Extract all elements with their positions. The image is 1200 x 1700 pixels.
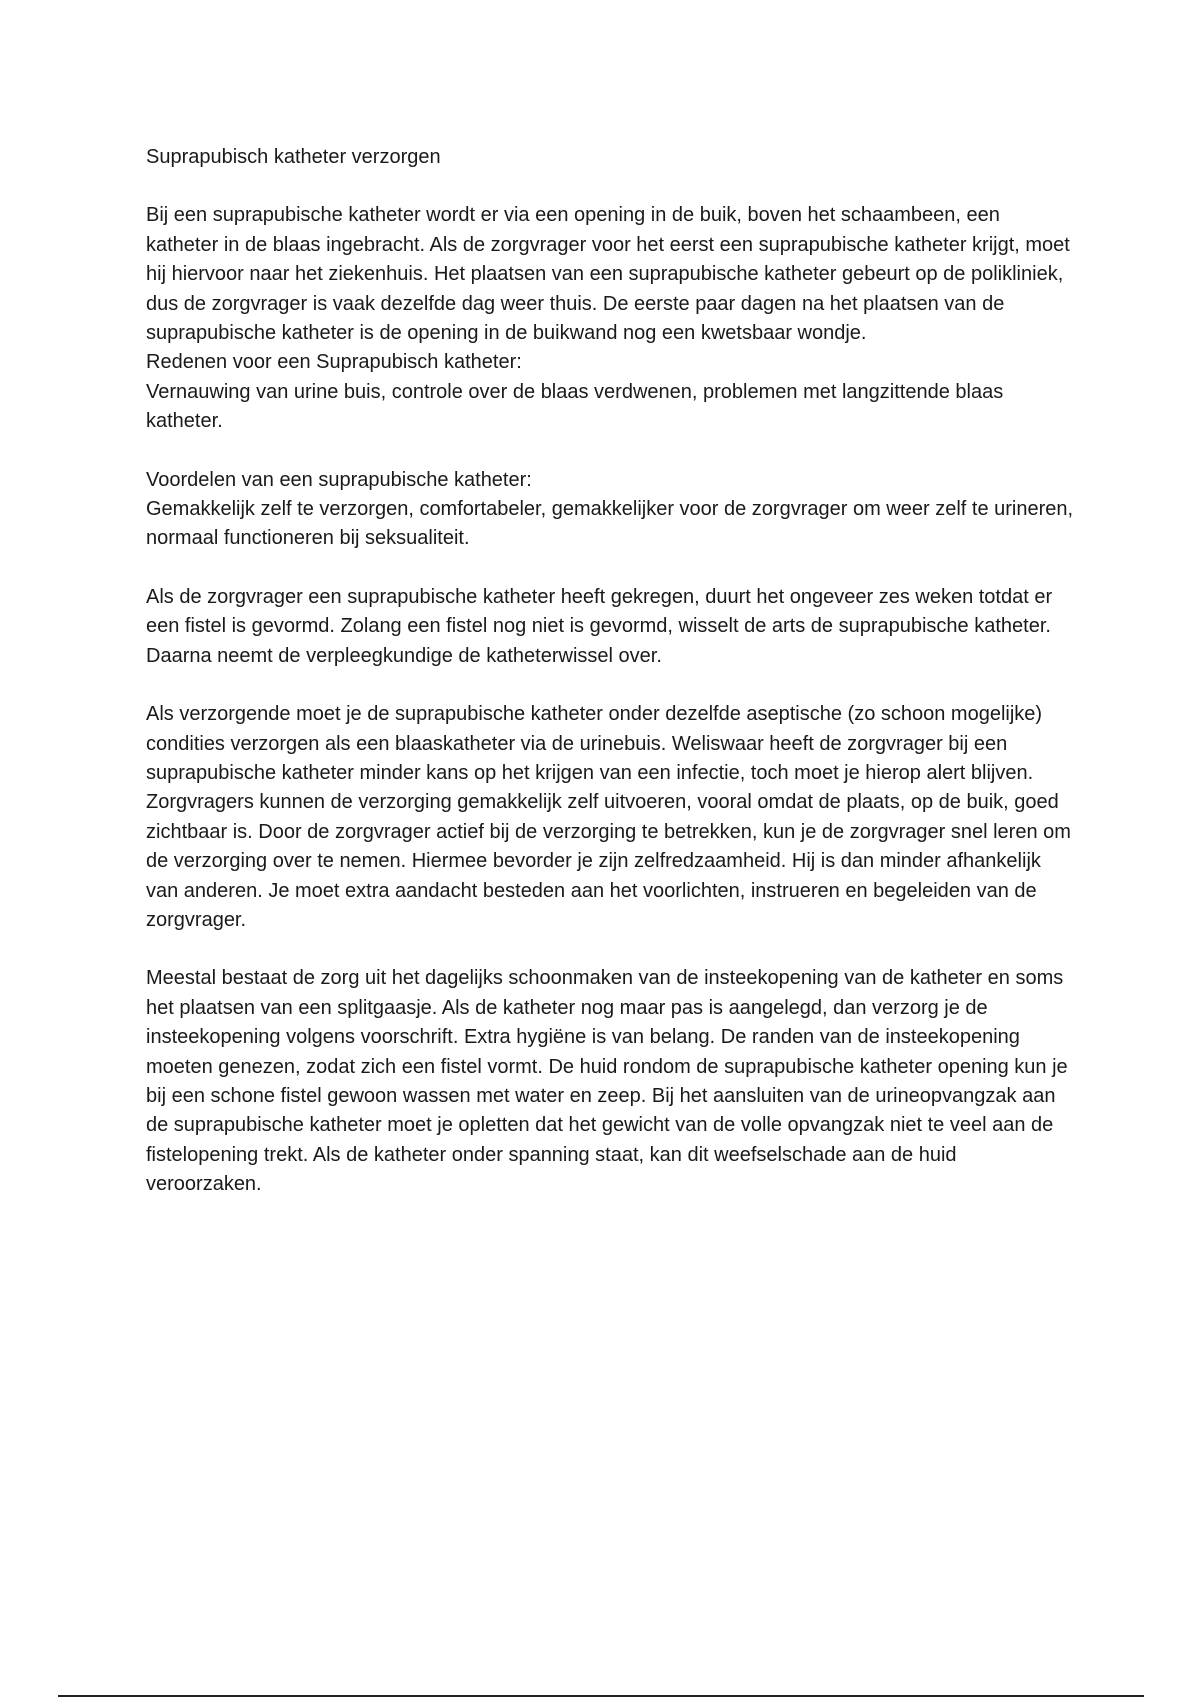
intro-paragraph: Bij een suprapubische katheter wordt er via een opening in de buik, boven het schaambeen, een katheter in de blaas ingebracht. Als de zorgvrager voor het eerst een suprapubische katheter krijgt, moet hij hiervoor naar het ziekenhuis. Het plaatsen van een suprapubische katheter gebeurt op de polikliniek, dus de zorgvrager is vaak dezelfde dag weer thuis. De eerste paar dagen na het plaatsen van de suprapubische katheter is de opening in de buikwand nog een kwetsbaar wondje. [146, 204, 1070, 345]
fistula-paragraph: Als de zorgvrager een suprapubische katheter heeft gekregen, duurt het ongeveer zes weken totdat er een fistel is gevormd. Zolang een fistel nog niet is gevormd, wisselt de arts de suprapubische katheter. Daarna neemt de verpleegkundige de katheterwissel over. [146, 585, 1053, 667]
advantages-heading: Voordelen van een suprapubische katheter: [146, 468, 532, 491]
paragraph-spacer [146, 437, 1076, 466]
advantages-text: Gemakkelijk zelf te verzorgen, comfortabeler, gemakkelijker voor de zorgvrager om weer zelf te urineren, normaal functioneren bij seksualiteit. [146, 498, 1074, 550]
document-title: Suprapubisch katheter verzorgen [146, 146, 441, 168]
daily-care-paragraph: Meestal bestaat de zorg uit het dagelijks schoonmaken van de insteekopening van de katheter en soms het plaatsen van een splitgaasje. Als de katheter nog maar pas is aangelegd, dan verzorg je de insteekopening volgens voorschrift. Extra hygiëne is van belang. De randen van de insteekopening moeten genezen, zodat zich een fistel vormt. De huid rondom de suprapubische katheter opening kun je bij een schone fistel gewoon wassen met water en zeep. Bij het aansluiten van de urineopvangzak aan de suprapubische katheter moet je opletten dat het gewicht van de volle opvangzak niet te veel aan de fistelopening trekt. Als de katheter onder spanning staat, kan dit weefselschade aan de huid veroorzaken. [146, 967, 1068, 1196]
paragraph-spacer [146, 671, 1076, 700]
document-body [146, 143, 1076, 1200]
reasons-heading: Redenen voor een Suprapubisch katheter: [146, 351, 522, 374]
paragraph-spacer [146, 554, 1076, 583]
paragraph-spacer [146, 935, 1076, 964]
care-paragraph: Als verzorgende moet je de suprapubische katheter onder dezelfde aseptische (zo schoon mogelijke) condities verzorgen als een blaaskatheter via de urinebuis. Weliswaar heeft de zorgvrager bij een suprapubische katheter minder kans op het krijgen van een infectie, toch moet je hierop alert blijven. Zorgvragers kunnen de verzorging gemakkelijk zelf uitvoeren, vooral omdat de plaats, op de buik, goed zichtbaar is. Door de zorgvrager actief bij de verzorging te betrekken, kun je de zorgvrager snel leren om de verzorging over te nemen. Hiermee bevorder je zijn zelfredzaamheid. Hij is dan minder afhankelijk van anderen. Je moet extra aandacht besteden aan het voorlichten, instrueren en begeleiden van de zorgvrager. [146, 703, 1071, 931]
reasons-text: Vernauwing van urine buis, controle over de blaas verdwenen, problemen met langzittende blaas katheter. [146, 380, 1004, 433]
footer-divider [58, 1695, 1144, 1697]
paragraph-spacer [146, 172, 1076, 201]
